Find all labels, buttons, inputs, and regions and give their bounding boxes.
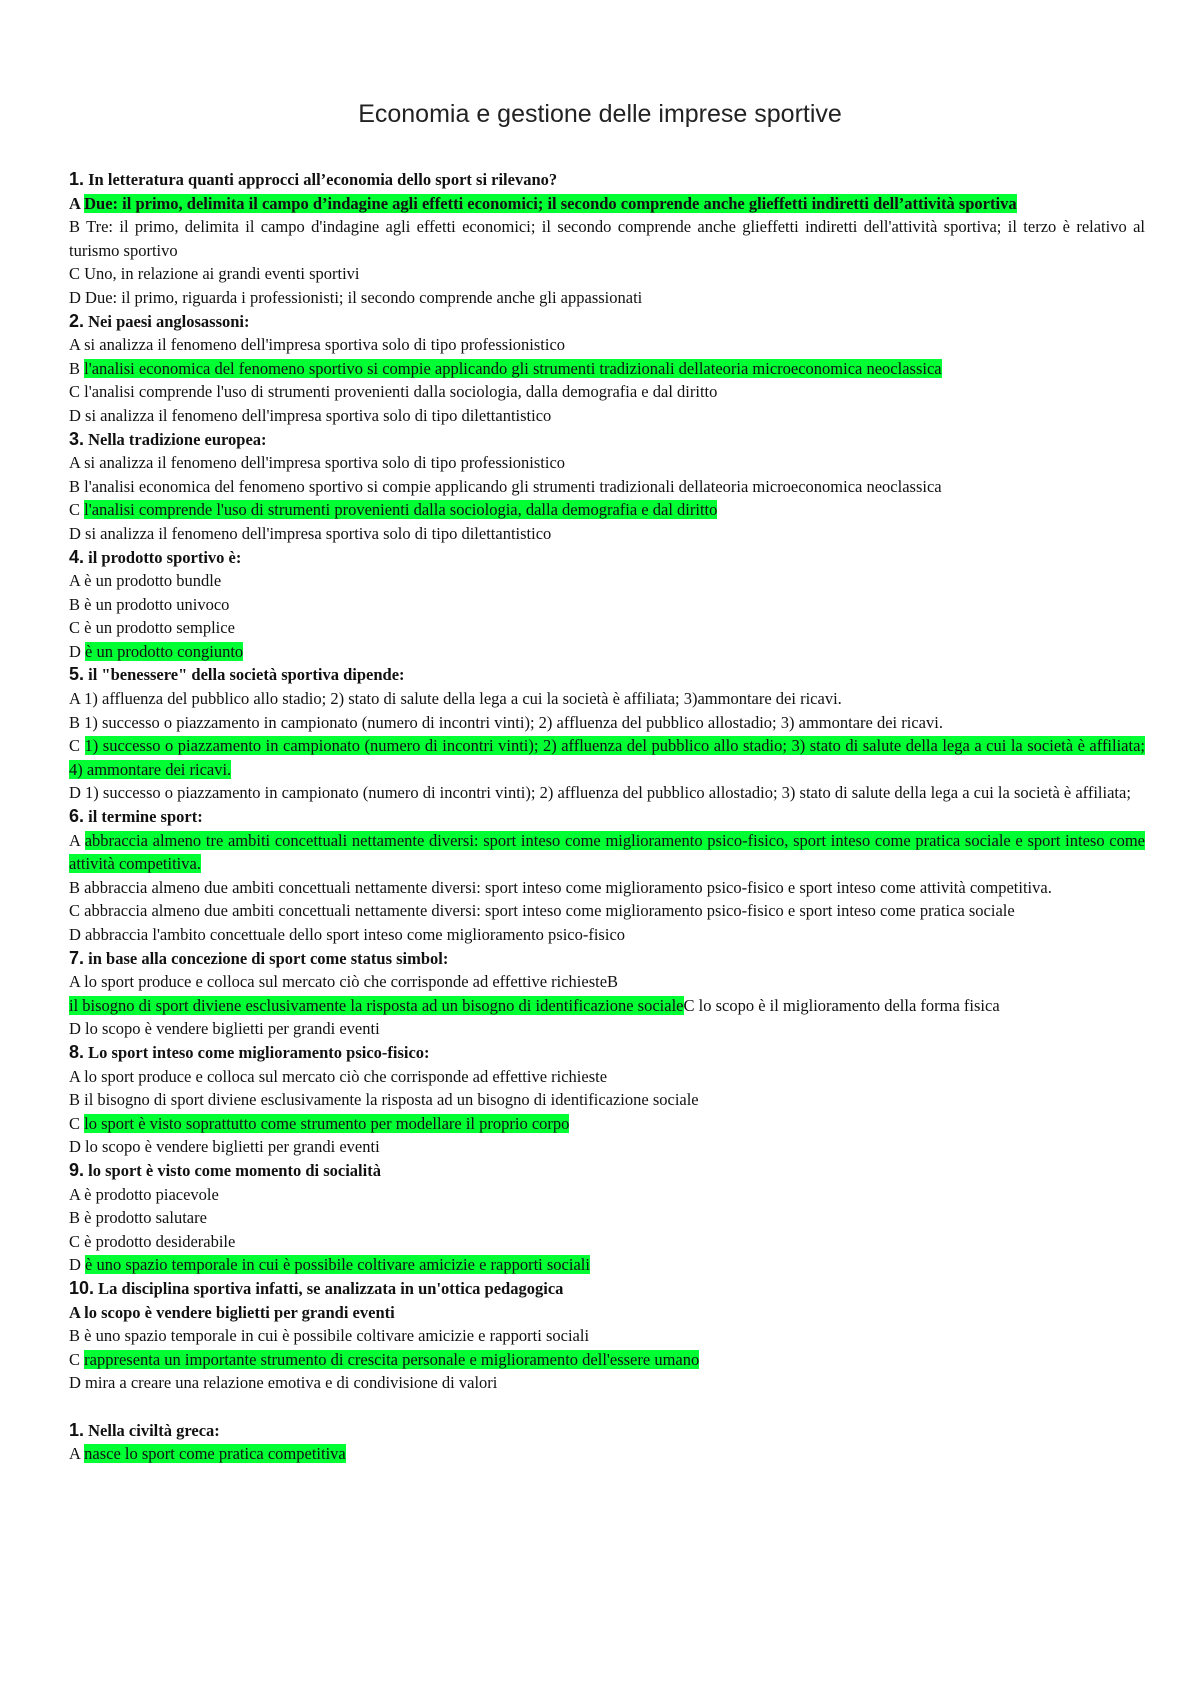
option-text: lo scopo è vendere biglietti per grandi eventi xyxy=(84,1302,395,1322)
answer-option xyxy=(69,1371,1145,1395)
answer-option-combined xyxy=(69,994,1145,1018)
question-number: 7. xyxy=(69,947,85,968)
answer-option xyxy=(69,1230,1145,1254)
option-text: si analizza il fenomeno dell'impresa sportiva solo di tipo dilettantistico xyxy=(85,405,552,425)
question-text: Nella civiltà greca: xyxy=(88,1420,220,1440)
option-letter: C xyxy=(69,500,81,520)
answer-option xyxy=(69,640,1145,664)
question-number: 8. xyxy=(69,1041,85,1062)
correct-answer-text: è uno spazio temporale in cui è possibile coltivare amicizie e rapporti sociali xyxy=(85,1255,590,1275)
answer-option xyxy=(69,1348,1145,1372)
option-text: il bisogno di sport diviene esclusivamente la risposta ad un bisogno di identificazione sociale xyxy=(84,1090,699,1110)
option-text: si analizza il fenomeno dell'impresa sportiva solo di tipo professionistico xyxy=(84,335,566,355)
option-letter: C xyxy=(69,1231,81,1251)
answer-option xyxy=(69,1442,1145,1466)
correct-answer-text: abbraccia almeno tre ambiti concettuali nettamente diversi: sport inteso come miglioramento psico-fisico, sport inteso come pratica sociale e sport inteso come attività competitiva. xyxy=(69,830,1146,874)
option-letter: A xyxy=(69,1184,81,1204)
option-text: è prodotto piacevole xyxy=(84,1184,219,1204)
option-letter: D xyxy=(69,523,81,543)
question-text: il "benessere" della società sportiva dipende: xyxy=(88,665,405,685)
question-text: Nei paesi anglosassoni: xyxy=(88,311,250,331)
answer-option xyxy=(69,593,1145,617)
question-heading xyxy=(69,947,1145,971)
option-text: 1) successo o piazzamento in campionato (numero di incontri vinti); 2) affluenza del pubblico allostadio; 3) stato di salute della lega a cui la società è affiliata; xyxy=(85,783,1131,803)
option-text: Due: il primo, riguarda i professionisti; il secondo comprende anche gli appassionati xyxy=(85,287,643,307)
option-letter: B xyxy=(69,476,81,496)
option-letter: D xyxy=(69,1137,81,1157)
question-heading xyxy=(69,546,1145,570)
option-text: lo sport produce e colloca sul mercato ciò che corrisponde ad effettive richieste xyxy=(84,1066,608,1086)
option-text: si analizza il fenomeno dell'impresa sportiva solo di tipo dilettantistico xyxy=(85,523,552,543)
option-text: abbraccia almeno due ambiti concettuali nettamente diversi: sport inteso come miglioramento psico-fisico e sport inteso come attività competitiva. xyxy=(84,877,1052,897)
answer-option xyxy=(69,1183,1145,1207)
answer-option xyxy=(69,380,1145,404)
option-text: è un prodotto bundle xyxy=(84,571,222,591)
option-text: si analizza il fenomeno dell'impresa sportiva solo di tipo professionistico xyxy=(84,453,566,473)
question-number: 6. xyxy=(69,806,85,827)
option-letter: A xyxy=(69,1444,81,1464)
question-text: In letteratura quanti approcci all’economia dello sport si rilevano? xyxy=(88,170,558,189)
option-text: mira a creare una relazione emotiva e di condivisione di valori xyxy=(85,1373,498,1393)
page-title: Economia e gestione delle imprese sportive xyxy=(358,100,842,128)
option-text: 1) successo o piazzamento in campionato (numero di incontri vinti); 2) affluenza del pubblico allostadio; 3) ammontare dei ricavi. xyxy=(84,712,943,732)
answer-option xyxy=(69,1301,1145,1325)
question-heading xyxy=(69,1419,1145,1443)
question-text: lo sport è visto come momento di socialità xyxy=(88,1160,381,1180)
option-letter: C xyxy=(69,1113,81,1133)
option-letter: D xyxy=(69,1373,81,1393)
question-heading xyxy=(69,1159,1145,1183)
option-text: è prodotto salutare xyxy=(84,1208,207,1228)
option-letter: B xyxy=(69,1090,81,1110)
option-letter: D xyxy=(69,405,81,425)
question-text: La disciplina sportiva infatti, se analizzata in un'ottica pedagogica xyxy=(98,1278,564,1298)
answer-option xyxy=(69,781,1145,805)
option-letter: C xyxy=(69,618,81,638)
question-number: 1. xyxy=(69,1419,85,1440)
answer-option xyxy=(69,711,1145,735)
correct-answer-text: l'analisi comprende l'uso di strumenti provenienti dalla sociologia, dalla demografia e dal diritto xyxy=(84,500,718,520)
answer-option xyxy=(69,923,1145,947)
correct-answer-text: è un prodotto congiunto xyxy=(85,641,244,661)
option-letter: A xyxy=(69,193,81,213)
question-text: Lo sport inteso come miglioramento psico-fisico: xyxy=(88,1042,430,1062)
answer-option xyxy=(69,569,1145,593)
option-letter: A xyxy=(69,335,81,355)
option-letter: D xyxy=(69,783,81,803)
option-letter: D xyxy=(69,641,81,661)
option-letter: B xyxy=(69,358,81,378)
question-heading xyxy=(69,663,1145,687)
question-number: 5. xyxy=(69,664,85,685)
option-letter: C xyxy=(69,264,81,284)
answer-option xyxy=(69,1253,1145,1277)
option-letter: A xyxy=(69,689,81,709)
answer-option: D lo scopo è vendere biglietti per grandi eventi xyxy=(69,1019,380,1039)
question-text: in base alla concezione di sport come status simbol: xyxy=(88,948,449,968)
question-number: 1. xyxy=(69,169,85,189)
option-text: abbraccia l'ambito concettuale dello sport inteso come miglioramento psico-fisico xyxy=(85,925,626,944)
answer-option xyxy=(69,876,1145,900)
answer-option xyxy=(69,1206,1145,1230)
option-letter: B xyxy=(69,877,81,897)
answer-option xyxy=(69,829,1145,876)
correct-answer-text: nasce lo sport come pratica competitiva xyxy=(84,1444,346,1464)
section-gap xyxy=(69,1395,1145,1419)
answer-option xyxy=(69,192,1145,216)
answer-option xyxy=(69,1088,1145,1112)
answer-option xyxy=(69,498,1145,522)
option-letter: A xyxy=(69,1066,81,1086)
option-letter: A xyxy=(69,1302,81,1322)
question-heading xyxy=(69,168,1145,192)
option-letter: B xyxy=(69,594,81,614)
option-letter: B xyxy=(69,1326,81,1346)
answer-option xyxy=(69,333,1145,357)
answer-option: A lo sport produce e colloca sul mercato ciò che corrisponde ad effettive richiesteB xyxy=(69,972,619,992)
answer-option xyxy=(69,215,1145,262)
option-letter: A xyxy=(69,830,81,850)
answer-option xyxy=(69,1135,1145,1159)
question-number: 2. xyxy=(69,310,85,331)
option-letter: C xyxy=(69,1349,81,1369)
option-letter: C xyxy=(69,736,81,756)
question-number: 10. xyxy=(69,1277,95,1298)
answer-option xyxy=(69,1065,1145,1089)
correct-answer-text: 1) successo o piazzamento in campionato (numero di incontri vinti); 2) affluenza del pubblico allo stadio; 3) stato di salute della lega a cui la società è affiliata; 4) ammontare dei ricavi. xyxy=(69,736,1146,779)
answer-option xyxy=(69,357,1145,381)
answer-option xyxy=(69,1324,1145,1348)
question-text: il termine sport: xyxy=(88,807,203,827)
answer-option xyxy=(69,1112,1145,1136)
answer-option xyxy=(69,616,1145,640)
answer-option xyxy=(69,404,1145,428)
option-text: è un prodotto univoco xyxy=(84,594,230,614)
option-letter: D xyxy=(69,287,81,307)
question-heading xyxy=(69,310,1145,334)
correct-answer-text: l'analisi economica del fenomeno sportivo si compie applicando gli strumenti tradizionali dellateoria microeconomica neoclassica xyxy=(84,358,942,378)
option-letter: D xyxy=(69,1255,81,1275)
option-text: Tre: il primo, delimita il campo d'indagine agli effetti economici; il secondo comprende anche glieffetti indiretti dell'attività sportiva; il terzo è relativo al turismo sportivo xyxy=(69,217,1145,260)
option-letter: D xyxy=(69,925,81,944)
option-letter: B xyxy=(69,217,81,237)
option-text: Uno, in relazione ai grandi eventi sportivi xyxy=(84,264,360,284)
option-text: è uno spazio temporale in cui è possibile coltivare amicizie e rapporti sociali xyxy=(84,1326,590,1346)
question-heading xyxy=(69,805,1145,829)
question-heading xyxy=(69,428,1145,452)
option-letter: B xyxy=(69,1208,81,1228)
option-text: è un prodotto semplice xyxy=(84,618,235,638)
question-heading xyxy=(69,1277,1145,1301)
option-letter: C xyxy=(69,901,81,921)
answer-option xyxy=(69,475,1145,499)
option-text: 1) affluenza del pubblico allo stadio; 2) stato di salute della lega a cui la società è affiliata; 3)ammontare dei ricavi. xyxy=(84,689,842,709)
question-text: il prodotto sportivo è: xyxy=(88,547,242,567)
answer-option xyxy=(69,687,1145,711)
answer-option xyxy=(69,734,1145,781)
correct-answer-text: lo sport è visto soprattutto come strumento per modellare il proprio corpo xyxy=(84,1113,570,1133)
option-letter: A xyxy=(69,571,81,591)
correct-answer-text: rappresenta un importante strumento di crescita personale e miglioramento dell'essere umano xyxy=(84,1349,700,1369)
correct-answer-text: Due: il primo, delimita il campo d’indagine agli effetti economici; il secondo comprende anche glieffetti indiretti dell’attività sportiva xyxy=(84,193,1017,213)
option-letter: C xyxy=(69,382,81,402)
correct-answer-text: il bisogno di sport diviene esclusivamente la risposta ad un bisogno di identificazione sociale xyxy=(69,995,684,1015)
option-text: abbraccia almeno due ambiti concettuali nettamente diversi: sport inteso come miglioramento psico-fisico e sport inteso come pratica sociale xyxy=(84,901,1015,921)
question-number: 9. xyxy=(69,1159,85,1180)
question-number: 4. xyxy=(69,546,85,567)
option-letter: B xyxy=(69,712,81,732)
answer-option xyxy=(69,286,1145,310)
answer-option xyxy=(69,262,1145,286)
option-letter: A xyxy=(69,453,81,473)
question-number: 3. xyxy=(69,428,85,449)
option-text: è prodotto desiderabile xyxy=(84,1231,236,1251)
option-text: lo scopo è vendere biglietti per grandi eventi xyxy=(85,1137,380,1157)
answer-option xyxy=(69,522,1145,546)
quiz-content xyxy=(69,168,1145,1466)
question-heading xyxy=(69,1041,1145,1065)
question-text: Nella tradizione europea: xyxy=(88,429,267,449)
answer-option xyxy=(69,899,1145,923)
option-text: C lo scopo è il miglioramento della forma fisica xyxy=(683,995,1000,1015)
option-text: l'analisi economica del fenomeno sportivo si compie applicando gli strumenti tradizionali dellateoria microeconomica neoclassica xyxy=(84,476,942,496)
answer-option xyxy=(69,451,1145,475)
option-text: l'analisi comprende l'uso di strumenti provenienti dalla sociologia, dalla demografia e dal diritto xyxy=(84,382,718,402)
